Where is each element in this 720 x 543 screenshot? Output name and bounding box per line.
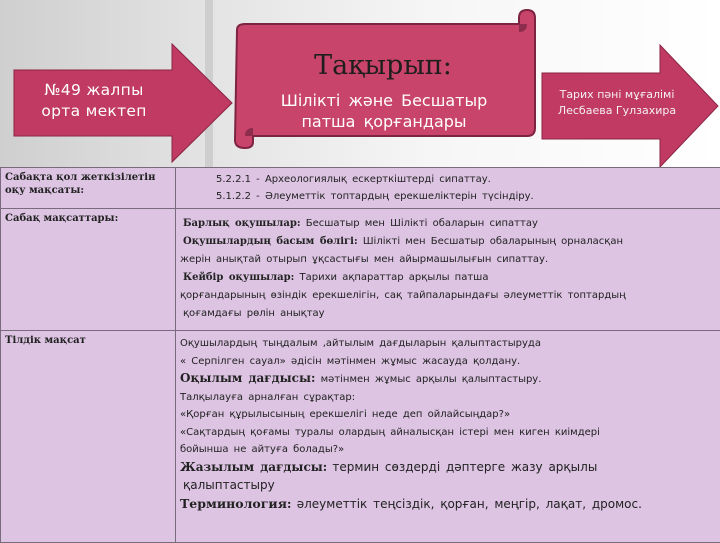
question-1: «Қорған құрылысының ерекшелігі неде деп ойлайсыңдар?» bbox=[180, 406, 716, 424]
table-row bbox=[1, 168, 720, 209]
some-students-text-2: қорғандарының өзіндік ерекшелігін, сақ тайпаларындағы әлеуметтік топтардың bbox=[180, 287, 716, 305]
most-students-text: Шілікті мен Бесшатыр обаларының орналасқан bbox=[363, 236, 623, 247]
objective-1: 5.2.2.1 - Археологиялық ескерткіштерді сипаттау. bbox=[216, 171, 716, 188]
table-row bbox=[1, 209, 720, 331]
most-students-text-2: жерін анықтай отырып ұқсастығы мен айырмашылығын сипаттау. bbox=[180, 251, 716, 269]
all-students-label: Барлық оқушылар: bbox=[183, 218, 301, 229]
row-label: Сабақ мақсаттары: bbox=[1, 209, 176, 331]
terminology-text: әлеуметтік теңсіздік, қорған, меңгір, лақат, дромос. bbox=[297, 497, 642, 511]
topic-line-1: Шілікті және Бесшатыр bbox=[249, 90, 519, 111]
lesson-table bbox=[0, 167, 720, 540]
reading-label: Оқылым дағдысы: bbox=[180, 371, 315, 385]
row-label: Тілдік мақсат bbox=[1, 331, 176, 543]
some-students-label: Кейбір оқушылар: bbox=[183, 272, 294, 283]
question-2b: бойынша не айтуға болады?» bbox=[180, 441, 716, 459]
teacher-line-1: Тарих пәні мұғалімі bbox=[542, 87, 692, 103]
row-label: Сабақта қол жеткізілетін оқу мақсаты: bbox=[1, 168, 176, 209]
teacher-arrow bbox=[540, 43, 720, 169]
topic-label: Тақырып: bbox=[227, 50, 539, 81]
writing-text: термин сөздерді дәптерге жазу арқылы bbox=[332, 460, 597, 474]
lang-line-1: Оқушылардың тыңдалым ,айтылым дағдыларын қалыптастыруда bbox=[180, 335, 716, 353]
some-students-text: Тарихи ақпараттар арқылы патша bbox=[300, 272, 489, 283]
school-line-1: №49 жалпы bbox=[18, 80, 170, 101]
question-2: «Сақтардың қоғамы туралы олардың айналысқан істері мен киген киімдері bbox=[180, 424, 716, 442]
terminology-label: Терминология: bbox=[180, 496, 292, 511]
writing-text-2: қалыптастыру bbox=[180, 477, 716, 495]
table-row bbox=[1, 331, 720, 543]
topic-line-2: патша қорғандары bbox=[249, 111, 519, 132]
reading-text: мәтінмен жұмыс арқылы қалыптастыру. bbox=[321, 374, 542, 385]
topic-scroll bbox=[227, 8, 539, 150]
all-students-text: Бесшатыр мен Шілікті обаларын сипаттау bbox=[306, 218, 538, 229]
objective-2: 5.1.2.2 - Әлеуметтік топтардың ерекшеліктерін түсіндіру. bbox=[216, 188, 716, 205]
teacher-line-2: Лесбаева Гулзахира bbox=[542, 103, 692, 119]
writing-label: Жазылым дағдысы: bbox=[180, 460, 327, 474]
questions-heading: Талқылауға арналған сұрақтар: bbox=[180, 389, 716, 407]
school-line-2: орта мектеп bbox=[18, 101, 170, 122]
lang-line-2: « Серпілген сауал» әдісін мәтінмен жұмыс жасауда қолдану. bbox=[180, 353, 716, 371]
school-arrow bbox=[12, 42, 234, 164]
some-students-text-3: қоғамдағы рөлін анықтау bbox=[180, 305, 716, 323]
most-students-label: Оқушылардың басым бөлігі: bbox=[183, 236, 358, 247]
